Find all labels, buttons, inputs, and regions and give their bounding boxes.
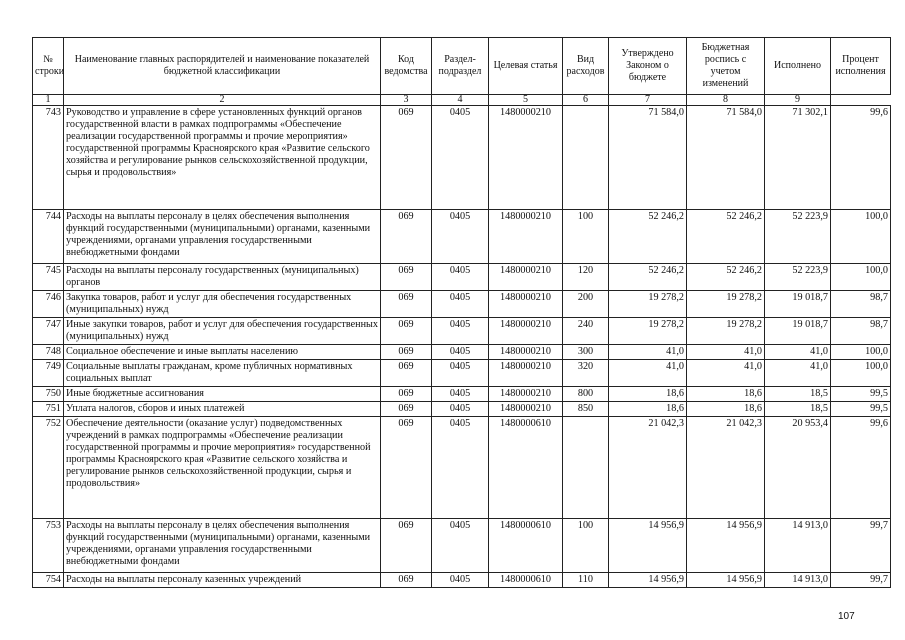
header-percent: Процент исполнения [831,38,891,95]
dept-code: 069 [381,402,432,417]
executed-amount: 52 223,9 [765,210,831,264]
table-row [33,291,891,318]
revised-amount: 18,6 [687,387,765,402]
revised-amount: 41,0 [687,360,765,387]
row-name: Руководство и управление в сфере установленных функций органов государственной власти в рамках подпрограммы «Обеспечение реализации государственной программы и прочие мероприятия» государственной программы Красноярского края «Развитие сельского хозяйства и регулирование рынков сельскохозяйственной продукции, сырья и продовольствия» [64,106,381,210]
expense-type: 240 [563,318,609,345]
section-code: 0405 [432,417,489,519]
approved-amount: 14 956,9 [609,573,687,588]
row-name: Расходы на выплаты персоналу государственных (муниципальных) органов [64,264,381,291]
row-name: Расходы на выплаты персоналу в целях обеспечения выполнения функций государственными (муниципальными) органами, казенными учреждениями, органами управления государственными внебюджетными фондами [64,519,381,573]
expense-type [563,417,609,519]
section-code: 0405 [432,573,489,588]
revised-amount: 21 042,3 [687,417,765,519]
approved-amount: 41,0 [609,345,687,360]
revised-amount: 52 246,2 [687,264,765,291]
header-executed: Исполнено [765,38,831,95]
header-approved: Утверждено Законом о бюджете [609,38,687,95]
executed-amount: 52 223,9 [765,264,831,291]
table-row [33,345,891,360]
target-article: 1480000210 [489,291,563,318]
execution-percent: 99,5 [831,402,891,417]
table-header-row [33,38,891,95]
row-number: 744 [33,210,64,264]
table-body [33,95,891,588]
target-article: 1480000210 [489,318,563,345]
table-row [33,417,891,519]
page-number: 107 [838,611,855,622]
column-numbers-row [33,95,891,106]
table-row [33,519,891,573]
row-number: 751 [33,402,64,417]
dept-code: 069 [381,417,432,519]
revised-amount: 19 278,2 [687,318,765,345]
target-article: 1480000610 [489,573,563,588]
dept-code: 069 [381,264,432,291]
row-name: Социальные выплаты гражданам, кроме публичных нормативных социальных выплат [64,360,381,387]
expense-type: 200 [563,291,609,318]
row-name: Социальное обеспечение и иные выплаты населению [64,345,381,360]
executed-amount: 14 913,0 [765,519,831,573]
row-number: 749 [33,360,64,387]
revised-amount: 14 956,9 [687,573,765,588]
execution-percent: 100,0 [831,345,891,360]
expense-type: 120 [563,264,609,291]
execution-percent: 100,0 [831,264,891,291]
target-article: 1480000210 [489,360,563,387]
approved-amount: 21 042,3 [609,417,687,519]
revised-amount: 71 584,0 [687,106,765,210]
column-number: 3 [381,95,432,106]
target-article: 1480000610 [489,519,563,573]
table-row [33,318,891,345]
revised-amount: 18,6 [687,402,765,417]
dept-code: 069 [381,387,432,402]
approved-amount: 14 956,9 [609,519,687,573]
approved-amount: 18,6 [609,387,687,402]
row-name: Закупка товаров, работ и услуг для обеспечения государственных (муниципальных) нужд [64,291,381,318]
section-code: 0405 [432,210,489,264]
row-number: 743 [33,106,64,210]
expense-type: 100 [563,210,609,264]
dept-code: 069 [381,106,432,210]
execution-percent: 99,6 [831,106,891,210]
table-row [33,573,891,588]
dept-code: 069 [381,210,432,264]
row-number: 750 [33,387,64,402]
table-row [33,264,891,291]
approved-amount: 19 278,2 [609,291,687,318]
execution-percent: 99,7 [831,519,891,573]
table-row [33,106,891,210]
execution-percent: 100,0 [831,360,891,387]
column-number: 1 [33,95,64,106]
target-article: 1480000210 [489,264,563,291]
row-number: 745 [33,264,64,291]
row-number: 747 [33,318,64,345]
header-expense-type: Вид расходов [563,38,609,95]
row-name: Иные закупки товаров, работ и услуг для обеспечения государственных (муниципальных) нужд [64,318,381,345]
column-number: 6 [563,95,609,106]
table-row [33,360,891,387]
revised-amount: 19 278,2 [687,291,765,318]
row-name: Расходы на выплаты персоналу в целях обеспечения выполнения функций государственными (муниципальными) органами, казенными учреждениями, органами управления государственными внебюджетными фондами [64,210,381,264]
dept-code: 069 [381,291,432,318]
table-row [33,402,891,417]
revised-amount: 41,0 [687,345,765,360]
approved-amount: 19 278,2 [609,318,687,345]
row-name: Расходы на выплаты персоналу казенных учреждений [64,573,381,588]
section-code: 0405 [432,387,489,402]
approved-amount: 52 246,2 [609,210,687,264]
row-name: Иные бюджетные ассигнования [64,387,381,402]
header-row-number: № строки [33,38,64,95]
executed-amount: 19 018,7 [765,291,831,318]
column-number: 8 [687,95,765,106]
expense-type: 800 [563,387,609,402]
target-article: 1480000210 [489,106,563,210]
executed-amount: 41,0 [765,360,831,387]
approved-amount: 41,0 [609,360,687,387]
row-name: Обеспечение деятельности (оказание услуг) подведомственных учреждений в рамках подпрограммы «Обеспечение реализации государственной программы и прочие мероприятия» государственной программы Красноярского края «Развитие сельского хозяйства и регулирование рынков сельскохозяйственной продукции, сырья и продовольствия» [64,417,381,519]
executed-amount: 19 018,7 [765,318,831,345]
row-number: 746 [33,291,64,318]
executed-amount: 14 913,0 [765,573,831,588]
section-code: 0405 [432,519,489,573]
column-number: 9 [765,95,831,106]
executed-amount: 18,5 [765,402,831,417]
header-section: Раздел-подраздел [432,38,489,95]
header-target-article: Целевая статья [489,38,563,95]
dept-code: 069 [381,318,432,345]
target-article: 1480000210 [489,210,563,264]
expense-type [563,106,609,210]
dept-code: 069 [381,519,432,573]
table-row [33,210,891,264]
executed-amount: 41,0 [765,345,831,360]
section-code: 0405 [432,402,489,417]
table-row [33,387,891,402]
section-code: 0405 [432,345,489,360]
expense-type: 320 [563,360,609,387]
execution-percent: 98,7 [831,318,891,345]
expense-type: 850 [563,402,609,417]
expense-type: 110 [563,573,609,588]
column-number: 4 [432,95,489,106]
column-number: 2 [64,95,381,106]
section-code: 0405 [432,106,489,210]
row-number: 754 [33,573,64,588]
dept-code: 069 [381,573,432,588]
revised-amount: 14 956,9 [687,519,765,573]
header-name: Наименование главных распорядителей и наименование показателей бюджетной классификации [64,38,381,95]
execution-percent: 99,6 [831,417,891,519]
dept-code: 069 [381,360,432,387]
row-number: 753 [33,519,64,573]
row-number: 748 [33,345,64,360]
executed-amount: 20 953,4 [765,417,831,519]
target-article: 1480000210 [489,387,563,402]
row-number: 752 [33,417,64,519]
target-article: 1480000210 [489,345,563,360]
execution-percent: 99,5 [831,387,891,402]
dept-code: 069 [381,345,432,360]
target-article: 1480000210 [489,402,563,417]
execution-percent: 99,7 [831,573,891,588]
approved-amount: 52 246,2 [609,264,687,291]
execution-percent: 98,7 [831,291,891,318]
header-dept-code: Код ведомства [381,38,432,95]
column-number: 7 [609,95,687,106]
revised-amount: 52 246,2 [687,210,765,264]
expense-type: 300 [563,345,609,360]
budget-execution-table [32,37,891,588]
section-code: 0405 [432,318,489,345]
row-name: Уплата налогов, сборов и иных платежей [64,402,381,417]
executed-amount: 71 302,1 [765,106,831,210]
execution-percent: 100,0 [831,210,891,264]
section-code: 0405 [432,360,489,387]
section-code: 0405 [432,264,489,291]
header-revised: Бюджетная роспись с учетом изменений [687,38,765,95]
section-code: 0405 [432,291,489,318]
expense-type: 100 [563,519,609,573]
approved-amount: 71 584,0 [609,106,687,210]
column-number: 5 [489,95,563,106]
target-article: 1480000610 [489,417,563,519]
approved-amount: 18,6 [609,402,687,417]
executed-amount: 18,5 [765,387,831,402]
